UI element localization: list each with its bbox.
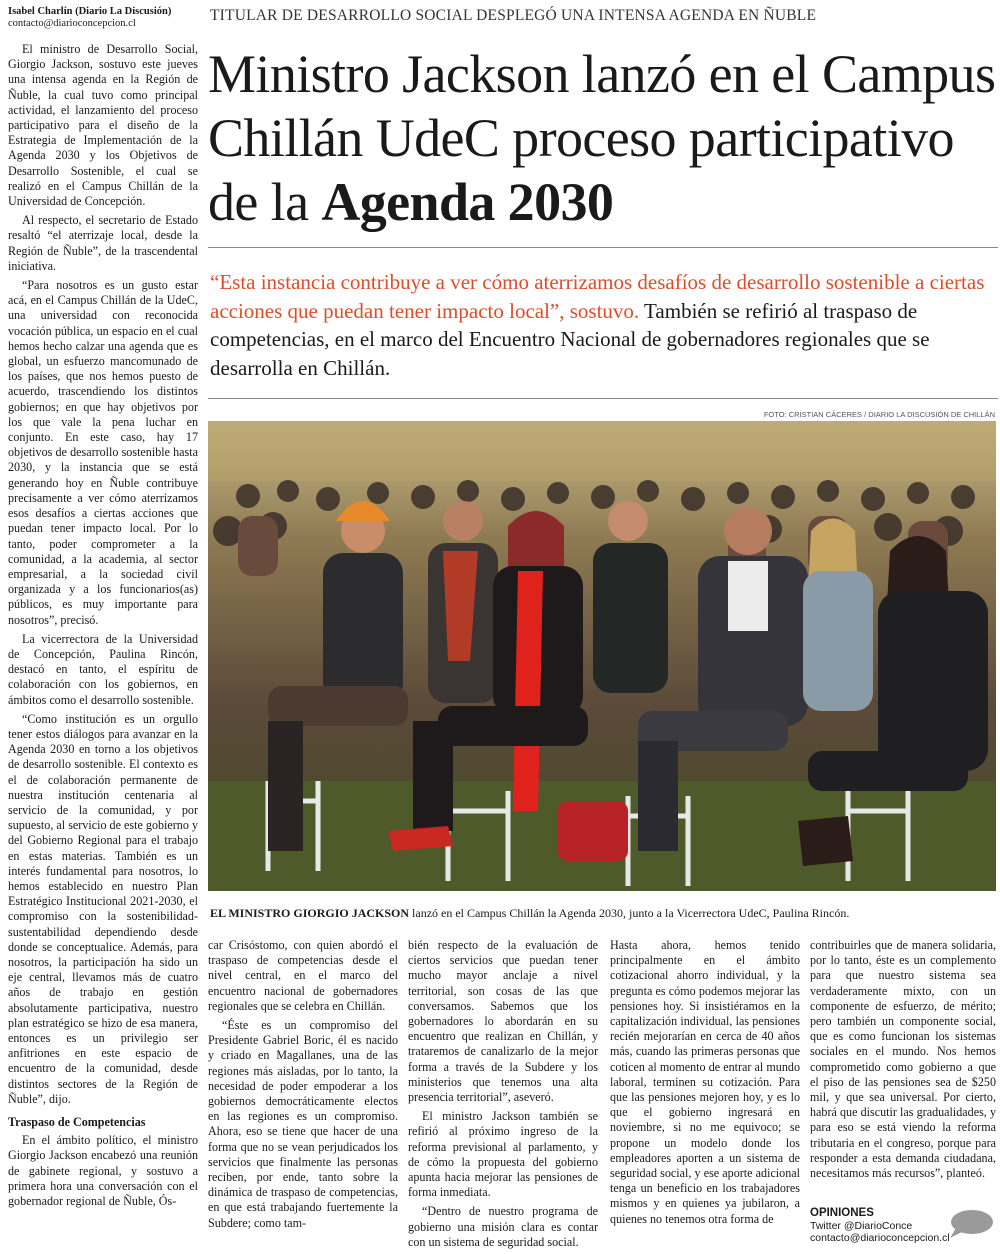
paragraph: El ministro de Desarrollo Social, Giorgio Jackson, sostuvo este jueves una intensa agenda en la Región de Ñuble, la cual tuvo como principal actividad, el lanzamiento del proceso participativo para el diseño de la Estrategia de Implementación de la Agenda 2030 y los Objetivos de Desarrollo Sostenible, el cual se realizó en el Campus Chillán de la Universidad de Concepción. — [8, 42, 198, 209]
kicker: TITULAR DE DESARROLLO SOCIAL DESPLEGÓ UNA INTENSA AGENDA EN ÑUBLE — [210, 7, 817, 24]
paragraph: El ministro Jackson también se refirió al próximo ingreso de la reforma previsional al parlamento, y de cómo la propuesta del gobierno apunta hacia mejorar las pensiones de forma inmediata. — [408, 1109, 598, 1200]
paragraph: “Para nosotros es un gusto estar acá, en el Campus Chillán de la UdeC, una universidad con reconocida vocación pública, un espacio en el cual hemos hecho calzar una agenda que es global, un esfuerzo mancomunado de los países, que nos hemos puesto de acuerdo, trascendiendo los distintos gobiernos; en que hay objetivos por los que vale la pena luchar en conjunto. En este caso, hay 17 objetivos de desarrollo sostenible hasta 2030, y la instancia que se está generando hoy en Ñuble contribuye precisamente a ver cómo aterrizamos esos desafíos a ciertas acciones que puedan tener impacto local. Por lo tanto, poder comprometer a la comunidad, a la academia, al sector empresarial, a la sociedad civil organizada y a los funcionarios(as) públicos, es muy importante para nosotros”, precisó. — [8, 278, 198, 627]
deck-quote: “Esta instancia contribuye a ver cómo aterrizamos desafíos de desarrollo sostenible a ciertas acciones que puedan tener impacto local”, sostuvo. — [210, 270, 985, 323]
headline-main: Ministro Jackson lanzó en el Campus Chillán UdeC proceso participativo de la — [208, 44, 996, 232]
photo-credit: FOTO: CRISTIAN CÁCERES / DIARIO LA DISCUSIÓN DE CHILLÁN — [763, 410, 995, 419]
article-column-1 — [8, 42, 198, 1213]
article-column-5 — [810, 938, 996, 1185]
photo-caption — [210, 906, 996, 921]
event-photo — [208, 421, 996, 891]
deck-divider — [208, 398, 998, 399]
deck — [210, 268, 995, 382]
headline-bold: Agenda 2030 — [321, 172, 614, 232]
paragraph: bién respecto de la evaluación de ciertos servicios que puedan tener mucho mayor anclaje a nivel territorial, son cosas de las que conversamos. Sabemos que los gobernadores lo abordarán en su encuentro que realizan en Chillán, y trataremos de canalizarlo de la mejor forma a través de la Subdere y los ministerios que tenemos una alta presencia territorial”, aseveró. — [408, 938, 598, 1105]
headline — [208, 42, 998, 234]
paragraph: Al respecto, el secretario de Estado resaltó “el aterrizaje local, desde la Región de Ñuble”, de la trascendental iniciativa. — [8, 213, 198, 273]
paragraph: contribuirles que de manera solidaria, por lo tanto, éste es un complemento para que nuestro sistema sea verdaderamente mixto, con un componente de esfuerzo, de mérito; pero también un componente social, que es como funcionan los sistemas sociales en el mundo. Nos hemos comprometido como gobierno a que el piso de las pensiones sea de $250 mil, y que sea universal. Por cierto, habrá que discutir las gradualidades, y para eso se está viendo la reforma tributaria en el congreso, porque para responder a esta demanda ciudadana, necesitamos más recursos”, planteó. — [810, 938, 996, 1181]
event-photo-illustration — [208, 421, 996, 891]
opinions-email[interactable]: contacto@diarioconcepcion.cl — [810, 1232, 950, 1244]
deck-rest: También se refirió al traspaso de competencias, en el marco del Encuentro Nacional de gobernadores regionales que se desarrolla en Chillán. — [210, 298, 930, 380]
caption-text: lanzó en el Campus Chillán la Agenda 2030, junto a la Vicerrectora UdeC, Paulina Rincón. — [409, 906, 850, 920]
byline-author: Isabel Charlín (Diario La Discusión) — [8, 6, 172, 17]
opinions-label: OPINIONES — [810, 1207, 874, 1219]
subheading: Traspaso de Competencias — [8, 1115, 146, 1130]
paragraph: “Éste es un compromiso del Presidente Gabriel Boric, él es nacido y criado en Magallanes, una de las regiones más aisladas, por lo tanto, la necesidad de poder empoderar a los gobiernos democráticamente electos en las regiones es un compromiso. Ahora, eso se tiene que hacer de una forma que no se vean perjudicados los servicios que finalmente las personas reciben, por ende, tanto sobre la dinámica de traspaso de competencias, en que está trabajando fuertemente la Subdere; como tam- — [208, 1018, 398, 1230]
article-column-3 — [408, 938, 598, 1254]
caption-lead: EL MINISTRO GIORGIO JACKSON — [210, 906, 410, 920]
paragraph: Hasta ahora, hemos tenido principalmente en el ámbito cotizacional ahorro individual, y la pregunta es cómo podemos mejorar las pensiones hoy. Si insistiéramos en la capitalización individual, las pensiones recién mejorarían en cerca de 40 años más, cuando las primeras personas que coticen al momento de entrar al mundo laboral, terminen su cotización. Para que las pensiones mejoren hoy, y es lo que el gobierno ingresará en noviembre, si no me equivoco; se propone un modelo donde los empleadores aporten a un sistema de seguridad social, y ese aporte adicional tenga un beneficio en los trabajadores mismos y en quienes ya jubilaron, a quienes no tenemos otra forma de — [610, 938, 800, 1226]
paragraph: En el ámbito político, el ministro Giorgio Jackson encabezó una reunión de gabinete regional, y sostuvo a primera hora una conversación con el gobernador regional de Ñuble, Ós- — [8, 1133, 198, 1209]
byline-email[interactable]: contacto@diarioconcepcion.cl — [8, 18, 136, 29]
byline — [8, 6, 198, 30]
paragraph: La vicerrectora de la Universidad de Concepción, Paulina Rincón, destacó en tanto, el espíritu de colaboración con los gobiernos, en ámbitos como el desarrollo sostenible. — [8, 631, 198, 707]
article-column-2 — [208, 938, 398, 1235]
speech-bubble-icon — [946, 1208, 994, 1240]
headline-divider — [208, 247, 998, 248]
article-column-4 — [610, 938, 800, 1231]
paragraph: “Como institución es un orgullo tener estos diálogos para avanzar en la Agenda 2030 en torno a los objetivos de desarrollo sostenible. El contexto es el de colaboración permanente de nuestra institución centenaria al servicio de la comunidad, y por supuesto, al servicio de este gobierno y del Gobierno Regional para el trabajo en estas materias. También es un interés fundamental para nosotros, lo hemos establecido en nuestro Plan Estratégico Institucional 2021-2030, el compromiso con la sostenibilidad-sustentabilidad dependiendo desde donde se conceptualice. Además, para nosotros, la participación ha sido un eje central, llevamos más de cuatro años de trabajo en gestión absolutamente participativa, nuestro plan estratégico se hizo de esa manera, entonces es un privilegio ser anfitriones en este espacio de encuentro de la comunidad, desde distintos sectores de la Región de Ñuble”, dijo. — [8, 711, 198, 1106]
paragraph: “Dentro de nuestro programa de gobierno una misión clara es contar con un sistema de seguridad social. — [408, 1204, 598, 1249]
paragraph: car Crisóstomo, con quien abordó el traspaso de competencias desde el nivel central, en el marco del encuentro nacional de gobernadores regionales que se celebra en Chillán. — [208, 938, 398, 1013]
opinions-twitter[interactable]: Twitter @DiarioConce — [810, 1219, 913, 1232]
